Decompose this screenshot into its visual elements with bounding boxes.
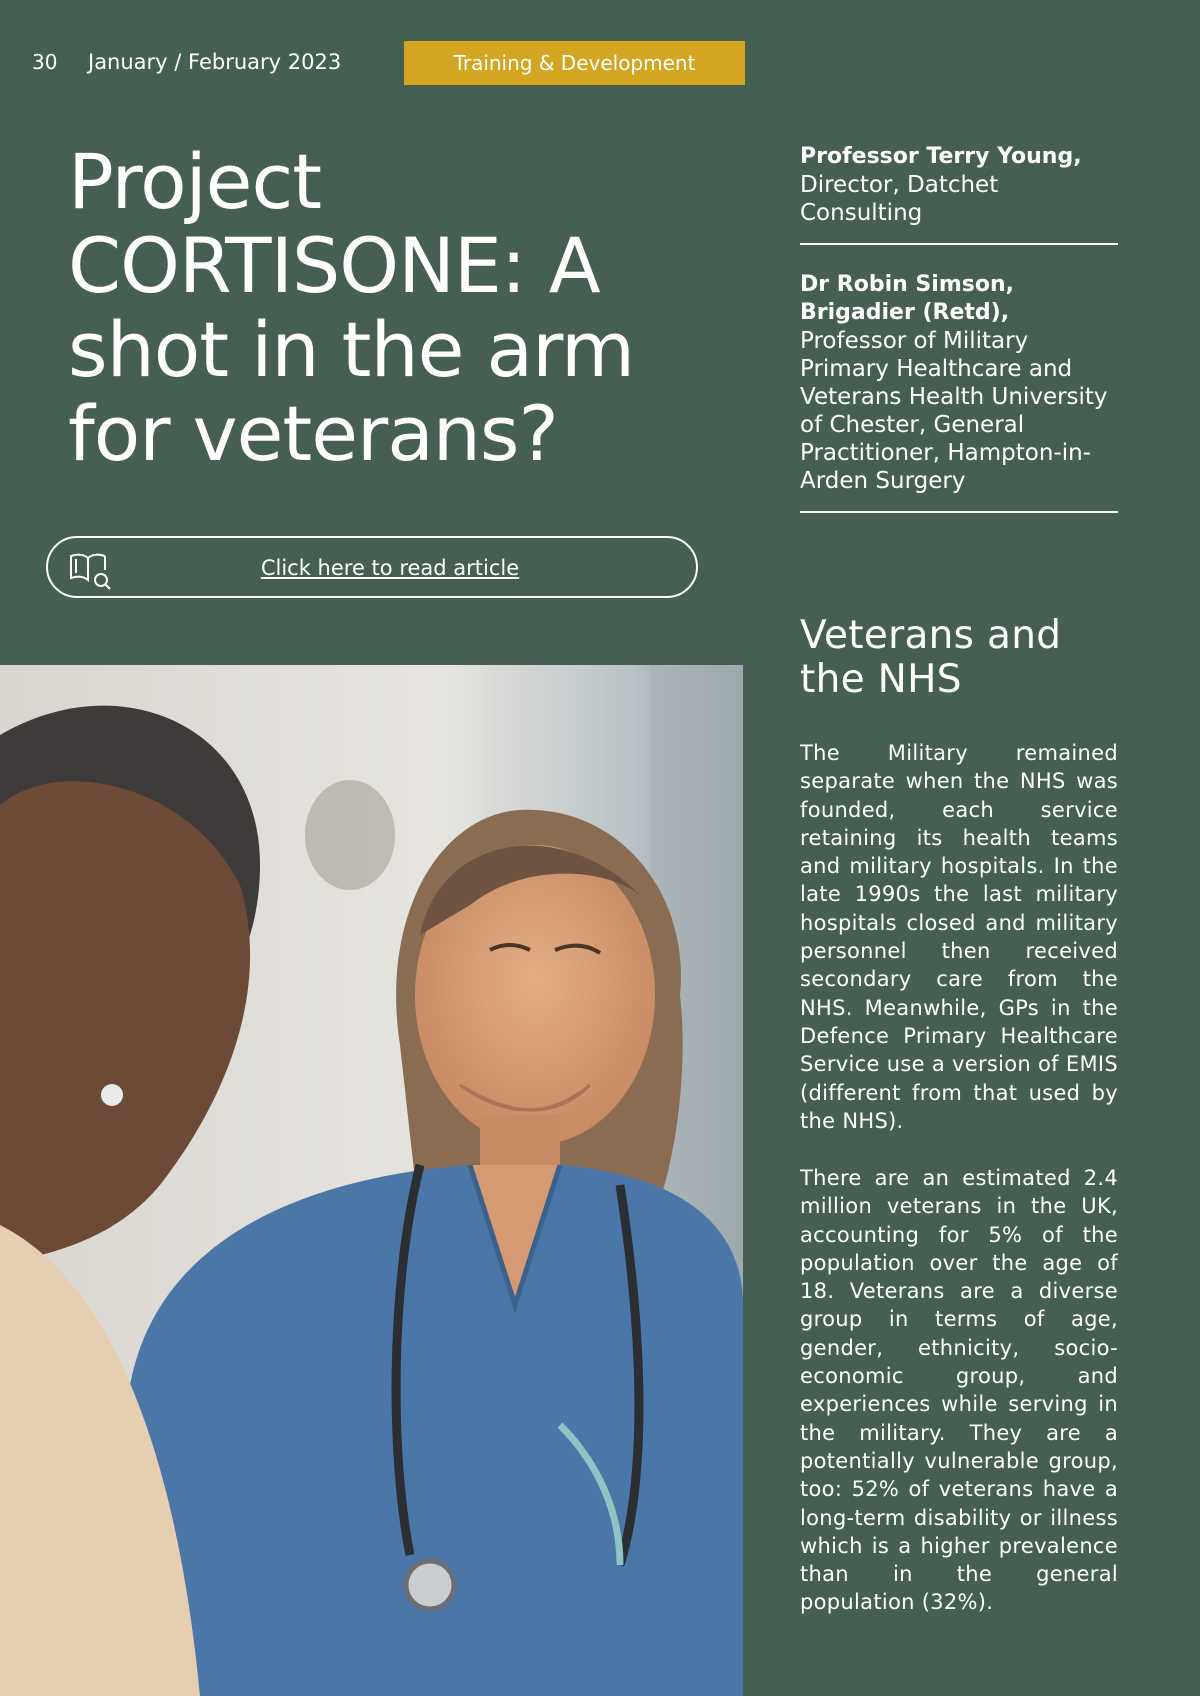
issue-date: January / February 2023: [88, 50, 342, 74]
section-tag: Training & Development: [404, 41, 745, 85]
body-paragraph: There are an estimated 2.4 million veterans in the UK, accounting for 5% of the population over the age of 18. Veterans are a diverse group in terms of age, gender, ethnicity, socio-economic group, and experiences while serving in the military. They are a potentially vulnerable group, too: 52% of veterans have a long-term disability or illness which is a higher prevalence than in the general population (32%).: [800, 1166, 1118, 1615]
author-name: Dr Robin Simson, Brigadier (Retd),: [800, 272, 1014, 325]
author-entry: [800, 143, 1118, 245]
article-title: Project CORTISONE: A shot in the arm for veterans?: [68, 137, 635, 478]
read-article-button[interactable]: [46, 536, 698, 598]
author-name: Professor Terry Young,: [800, 144, 1082, 169]
section-heading: Veterans and the NHS: [800, 613, 1062, 702]
author-role: Professor of Military Primary Healthcare and Veterans Health University of Chester, General Practitioner, Hampton-in-Arden Surgery: [800, 328, 1108, 494]
article-photo: [0, 665, 743, 1696]
body-paragraph: The Military remained separate when the NHS was founded, each service retaining its health teams and military hospitals. In the late 1990s the last military hospitals closed and military personnel then received secondary care from the NHS. Meanwhile, GPs in the Defence Primary Healthcare Service use a version of EMIS (different from that used by the NHS).: [800, 741, 1118, 1133]
author-list: [800, 143, 1118, 539]
author-entry: [800, 271, 1118, 513]
author-role: Director, Datchet Consulting: [800, 172, 999, 226]
read-article-label[interactable]: Click here to read article: [260, 556, 520, 580]
page-number: 30: [32, 50, 58, 74]
